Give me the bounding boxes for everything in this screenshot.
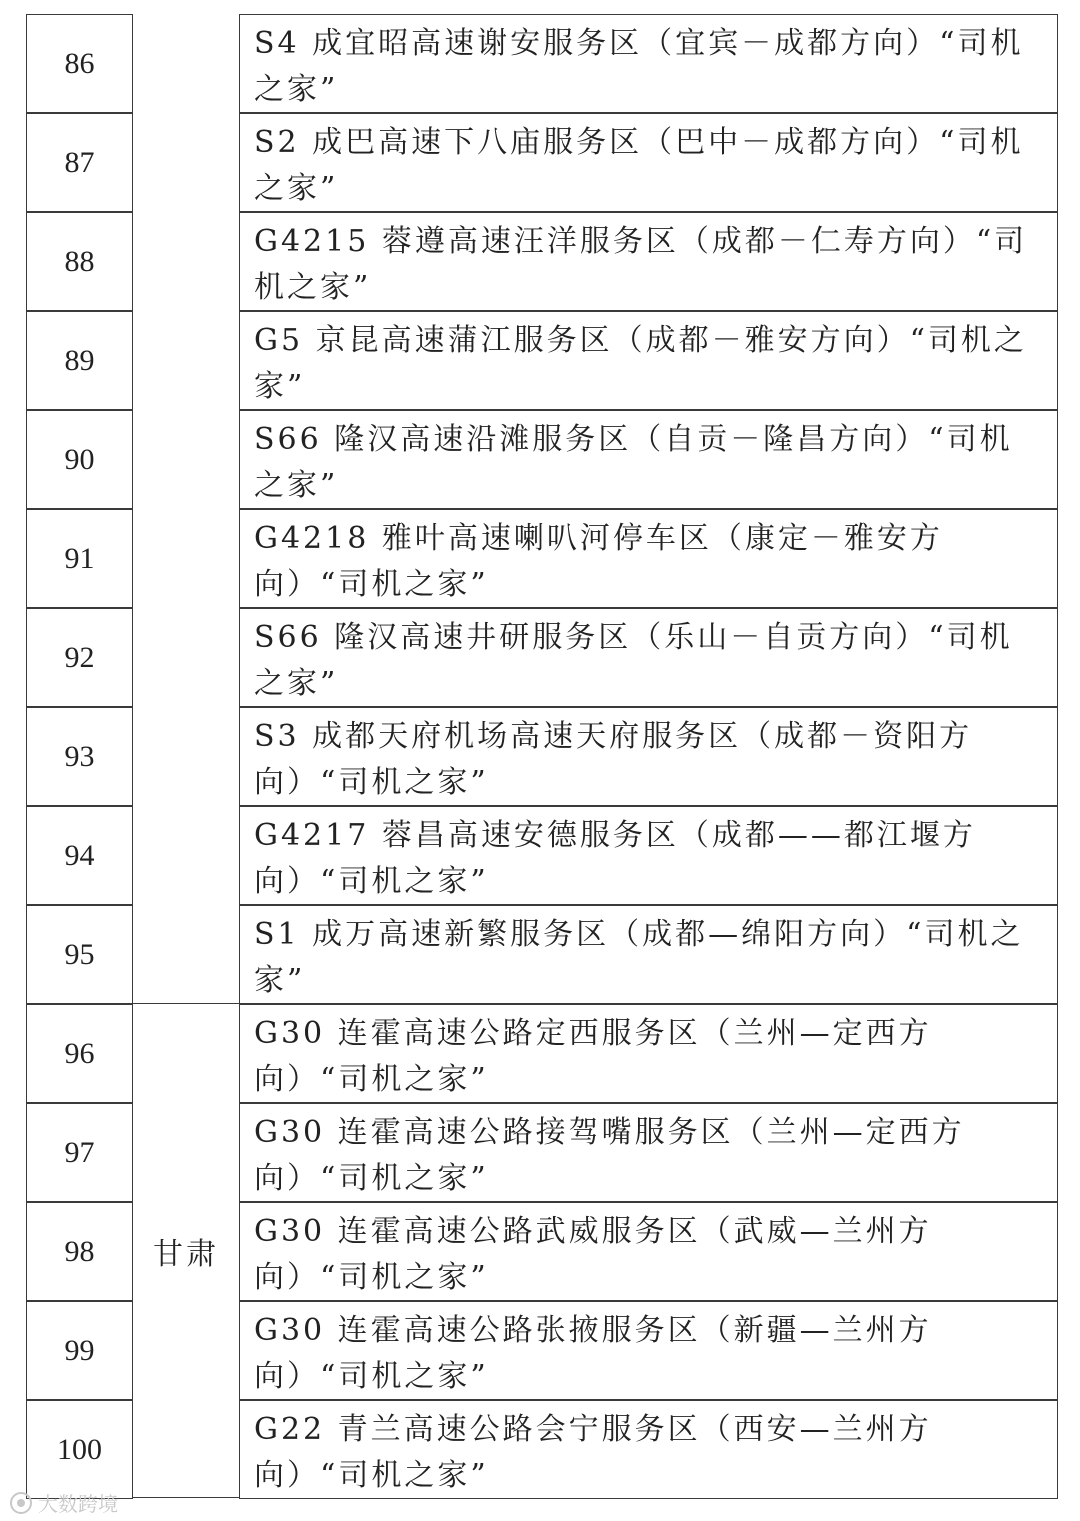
service-area-name: S3 成都天府机场高速天府服务区（成都－资阳方向）“司机之家” xyxy=(239,707,1058,806)
row-number: 91 xyxy=(26,509,133,608)
row-number: 97 xyxy=(26,1103,133,1202)
service-area-name: G4215 蓉遵高速汪洋服务区（成都－仁寿方向）“司机之家” xyxy=(239,212,1058,311)
service-area-name: S1 成万高速新繁服务区（成都—绵阳方向）“司机之家” xyxy=(239,905,1058,1004)
province-cell-gansu: 甘肃 xyxy=(132,1003,240,1498)
row-number: 90 xyxy=(26,410,133,509)
row-number: 92 xyxy=(26,608,133,707)
row-number: 93 xyxy=(26,707,133,806)
service-area-name: S2 成巴高速下八庙服务区（巴中－成都方向）“司机之家” xyxy=(239,113,1058,212)
row-number: 99 xyxy=(26,1301,133,1400)
watermark xyxy=(10,1488,118,1517)
row-number: 100 xyxy=(26,1400,133,1499)
row-number: 95 xyxy=(26,905,133,1004)
service-area-name: S66 隆汉高速沿滩服务区（自贡－隆昌方向）“司机之家” xyxy=(239,410,1058,509)
watermark-text: 大数跨境 xyxy=(38,1492,118,1516)
service-area-name: G4218 雅叶高速喇叭河停车区（康定－雅安方向）“司机之家” xyxy=(239,509,1058,608)
row-number: 96 xyxy=(26,1004,133,1103)
province-cell-sichuan xyxy=(132,14,240,1004)
service-area-name: S66 隆汉高速井研服务区（乐山－自贡方向）“司机之家” xyxy=(239,608,1058,707)
service-area-name: G22 青兰高速公路会宁服务区（西安—兰州方向）“司机之家” xyxy=(239,1400,1058,1499)
row-number: 88 xyxy=(26,212,133,311)
service-area-name: G30 连霍高速公路张掖服务区（新疆—兰州方向）“司机之家” xyxy=(239,1301,1058,1400)
service-area-name: G30 连霍高速公路武威服务区（武威—兰州方向）“司机之家” xyxy=(239,1202,1058,1301)
row-number: 94 xyxy=(26,806,133,905)
row-number: 86 xyxy=(26,14,133,113)
service-area-name: G30 连霍高速公路定西服务区（兰州—定西方向）“司机之家” xyxy=(239,1004,1058,1103)
watermark-logo-icon xyxy=(10,1492,32,1514)
service-area-name: G4217 蓉昌高速安德服务区（成都——都江堰方向）“司机之家” xyxy=(239,806,1058,905)
row-number: 87 xyxy=(26,113,133,212)
row-number: 89 xyxy=(26,311,133,410)
row-number: 98 xyxy=(26,1202,133,1301)
service-area-name: S4 成宜昭高速谢安服务区（宜宾－成都方向）“司机之家” xyxy=(239,14,1058,113)
service-area-name: G5 京昆高速蒲江服务区（成都－雅安方向）“司机之家” xyxy=(239,311,1058,410)
service-area-name: G30 连霍高速公路接驾嘴服务区（兰州—定西方向）“司机之家” xyxy=(239,1103,1058,1202)
